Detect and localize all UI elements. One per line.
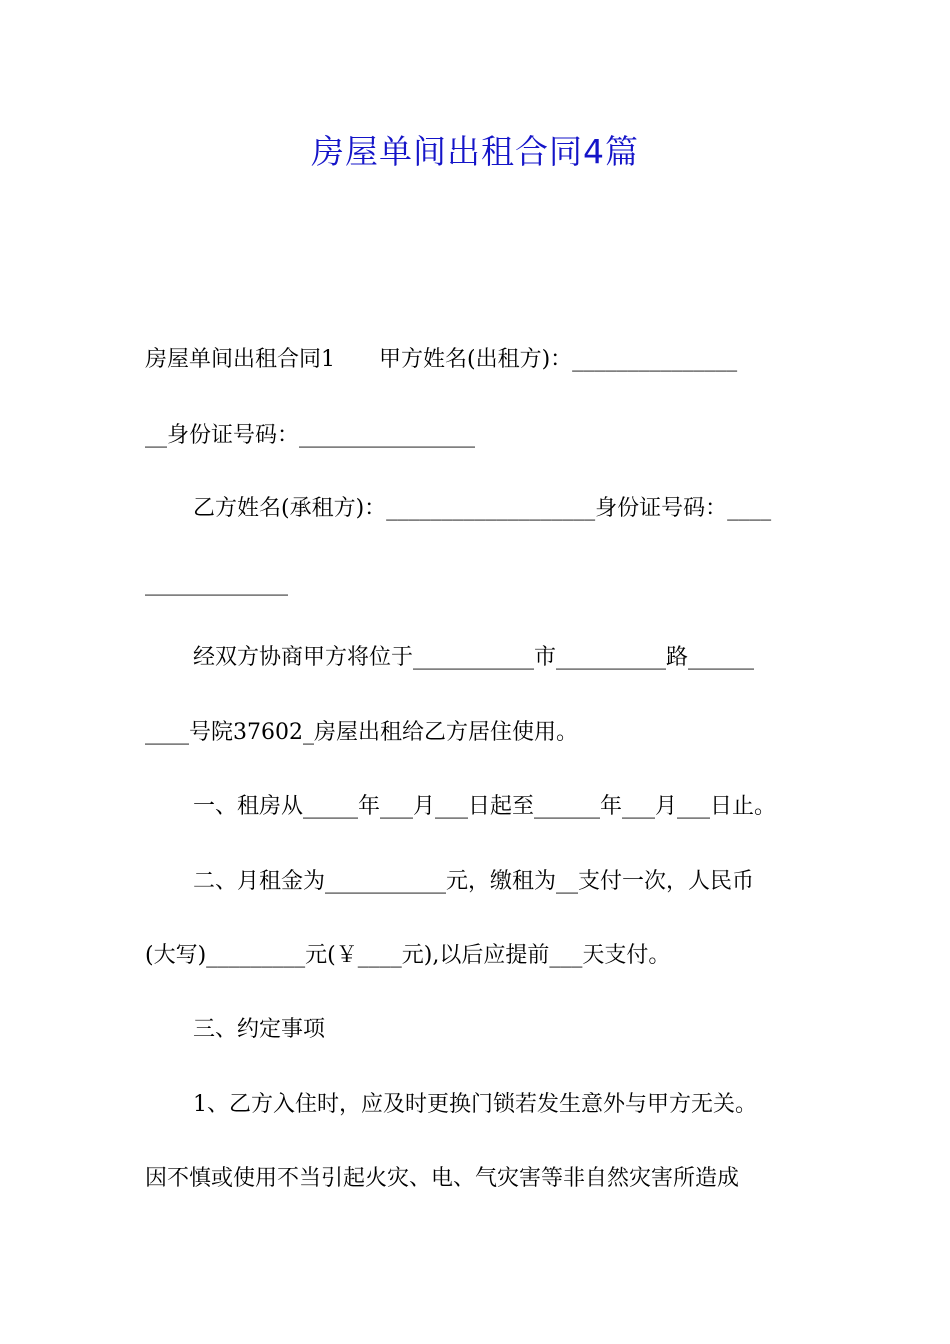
document-title: 房屋单间出租合同4篇 [311,132,639,171]
contract-clause-agreements-heading: 三、约定事项 [193,1017,326,1042]
contract-line-location: 经双方协商甲方将位于___________市__________路______ [193,645,755,670]
contract-line-lessee-name: 乙方姓名(承租方)：___________________身份证号码：____ [193,496,772,521]
contract-line-lessor-name: 房屋单间出租合同1 甲方姓名(出租方)：_______________ [145,347,738,372]
contract-clause-term: 一、租房从_____年___月___日起至______年___月___日止。 [193,794,777,819]
contract-line-lessor-id: __身份证号码：________________ [145,423,476,448]
contract-item-1: 1、乙方入住时，应及时更换门锁若发生意外与甲方无关。 [193,1092,757,1117]
contract-item-1-cont: 因不慎或使用不当引起火灾、电、气灾害等非自然灾害所造成 [145,1166,740,1191]
contract-clause-rent-cont: (大写)_________元(￥____元),以后应提前___天支付。 [145,943,671,968]
contract-clause-rent: 二、月租金为___________元，缴租为__支付一次，人民币 [193,869,755,894]
contract-line-location-cont: ____号院37602_房屋出租给乙方居住使用。 [145,720,578,745]
contract-line-lessee-id: _____________ [145,571,288,596]
